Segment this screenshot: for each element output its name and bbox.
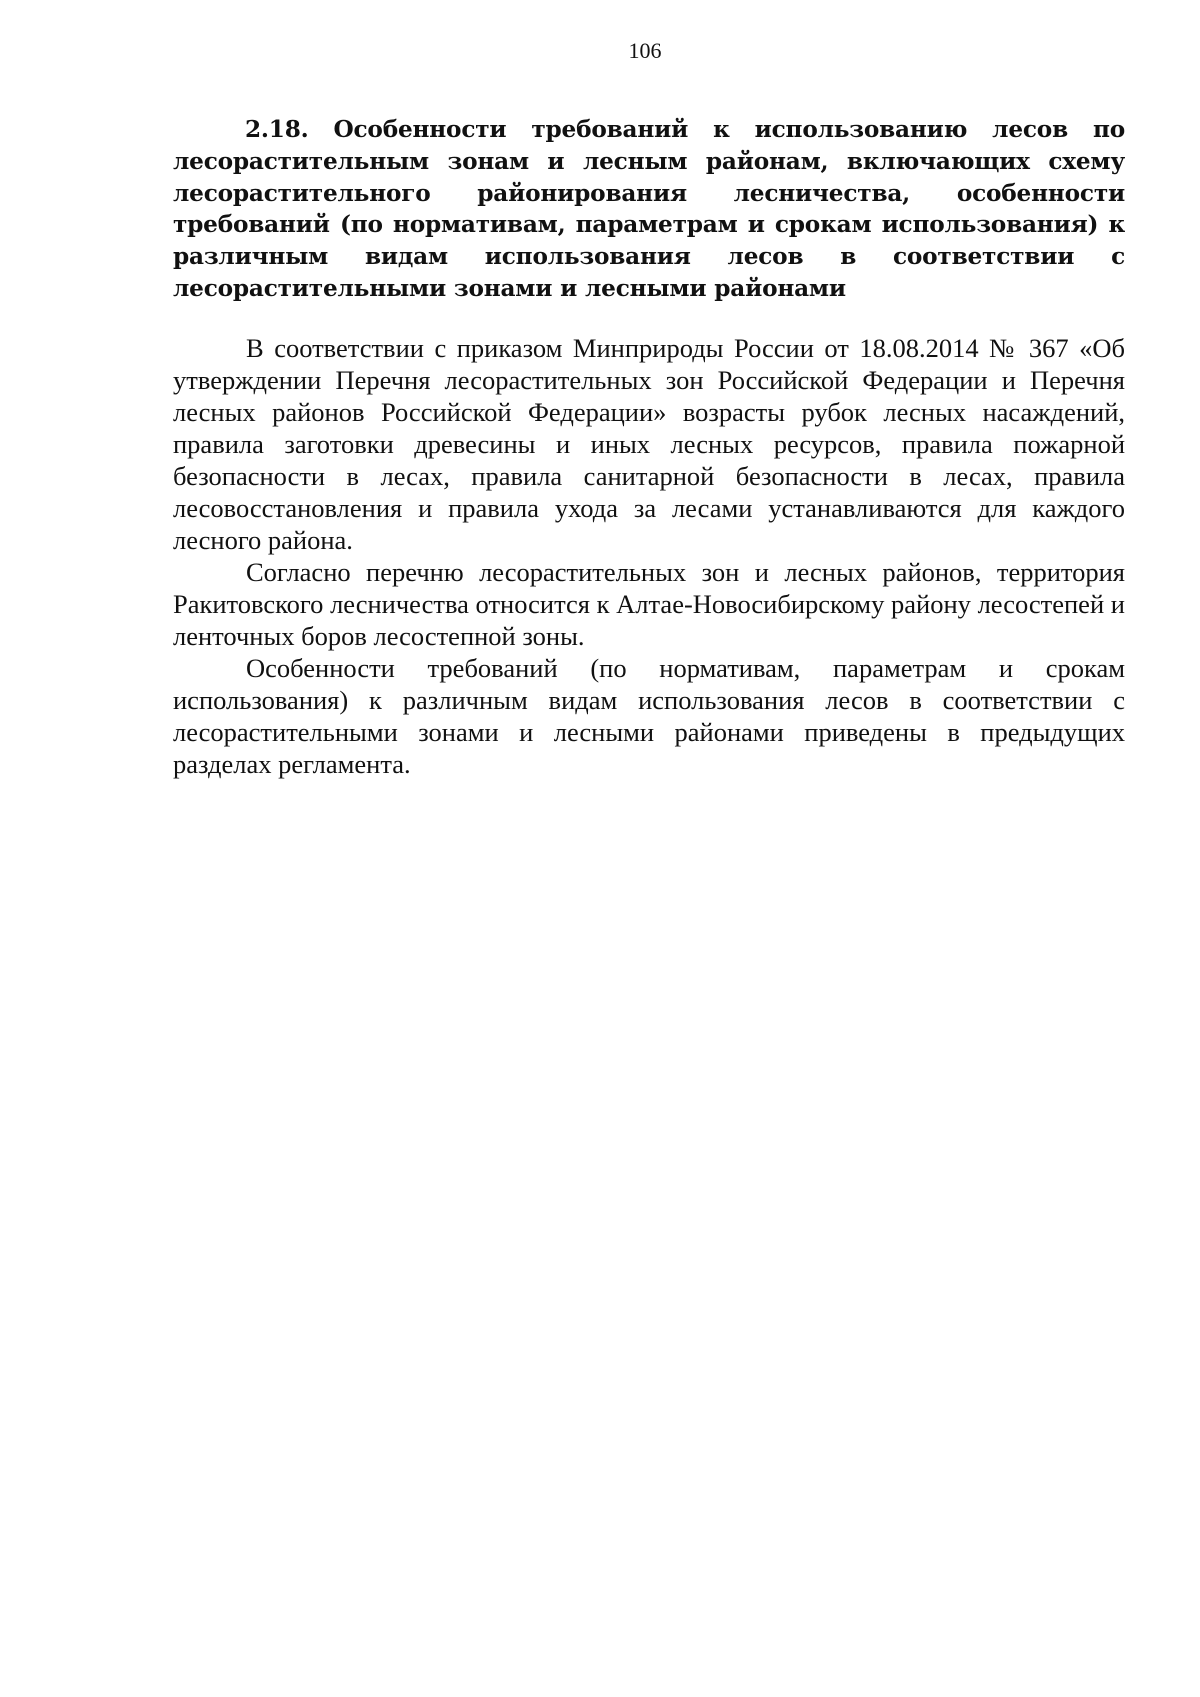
paragraph-requirements-note: Особенности требований (по нормативам, параметрам и срокам использования) к различным видам использования лесов в соответствии с лесорастительными зонами и лесными районами приведены в предыдущих разделах регламента. — [173, 653, 1125, 779]
section-heading: 2.18. Особенности требований к использованию лесов по лесорастительным зонам и лесным районам, включающих схему лесорастительного районирования лесничества, особенности требований (по нормативам, параметрам и срокам использования) к различным видам использования лесов в соответствии с лесорастительными зонами и лесными районами — [173, 116, 1125, 302]
page-number: 106 — [628, 38, 662, 63]
body-text — [173, 332, 1125, 780]
paragraph-order-reference: В соответствии с приказом Минприроды России от 18.08.2014 № 367 «Об утверждении Перечня лесорастительных зон Российской Федерации и Перечня лесных районов Российской Федерации» возрасты рубок лесных насаждений, правила заготовки древесины и иных лесных ресурсов, правила пожарной безопасности в лесах, правила санитарной безопасности в лесах, правила лесовосстановления и правила ухода за лесами устанавливаются для каждого лесного района. — [173, 333, 1125, 555]
paragraph-forestry-zone: Согласно перечню лесорастительных зон и лесных районов, территория Ракитовского лесничества относится к Алтае-Новосибирскому району лесостепей и ленточных боров лесостепной зоны. — [173, 557, 1125, 651]
